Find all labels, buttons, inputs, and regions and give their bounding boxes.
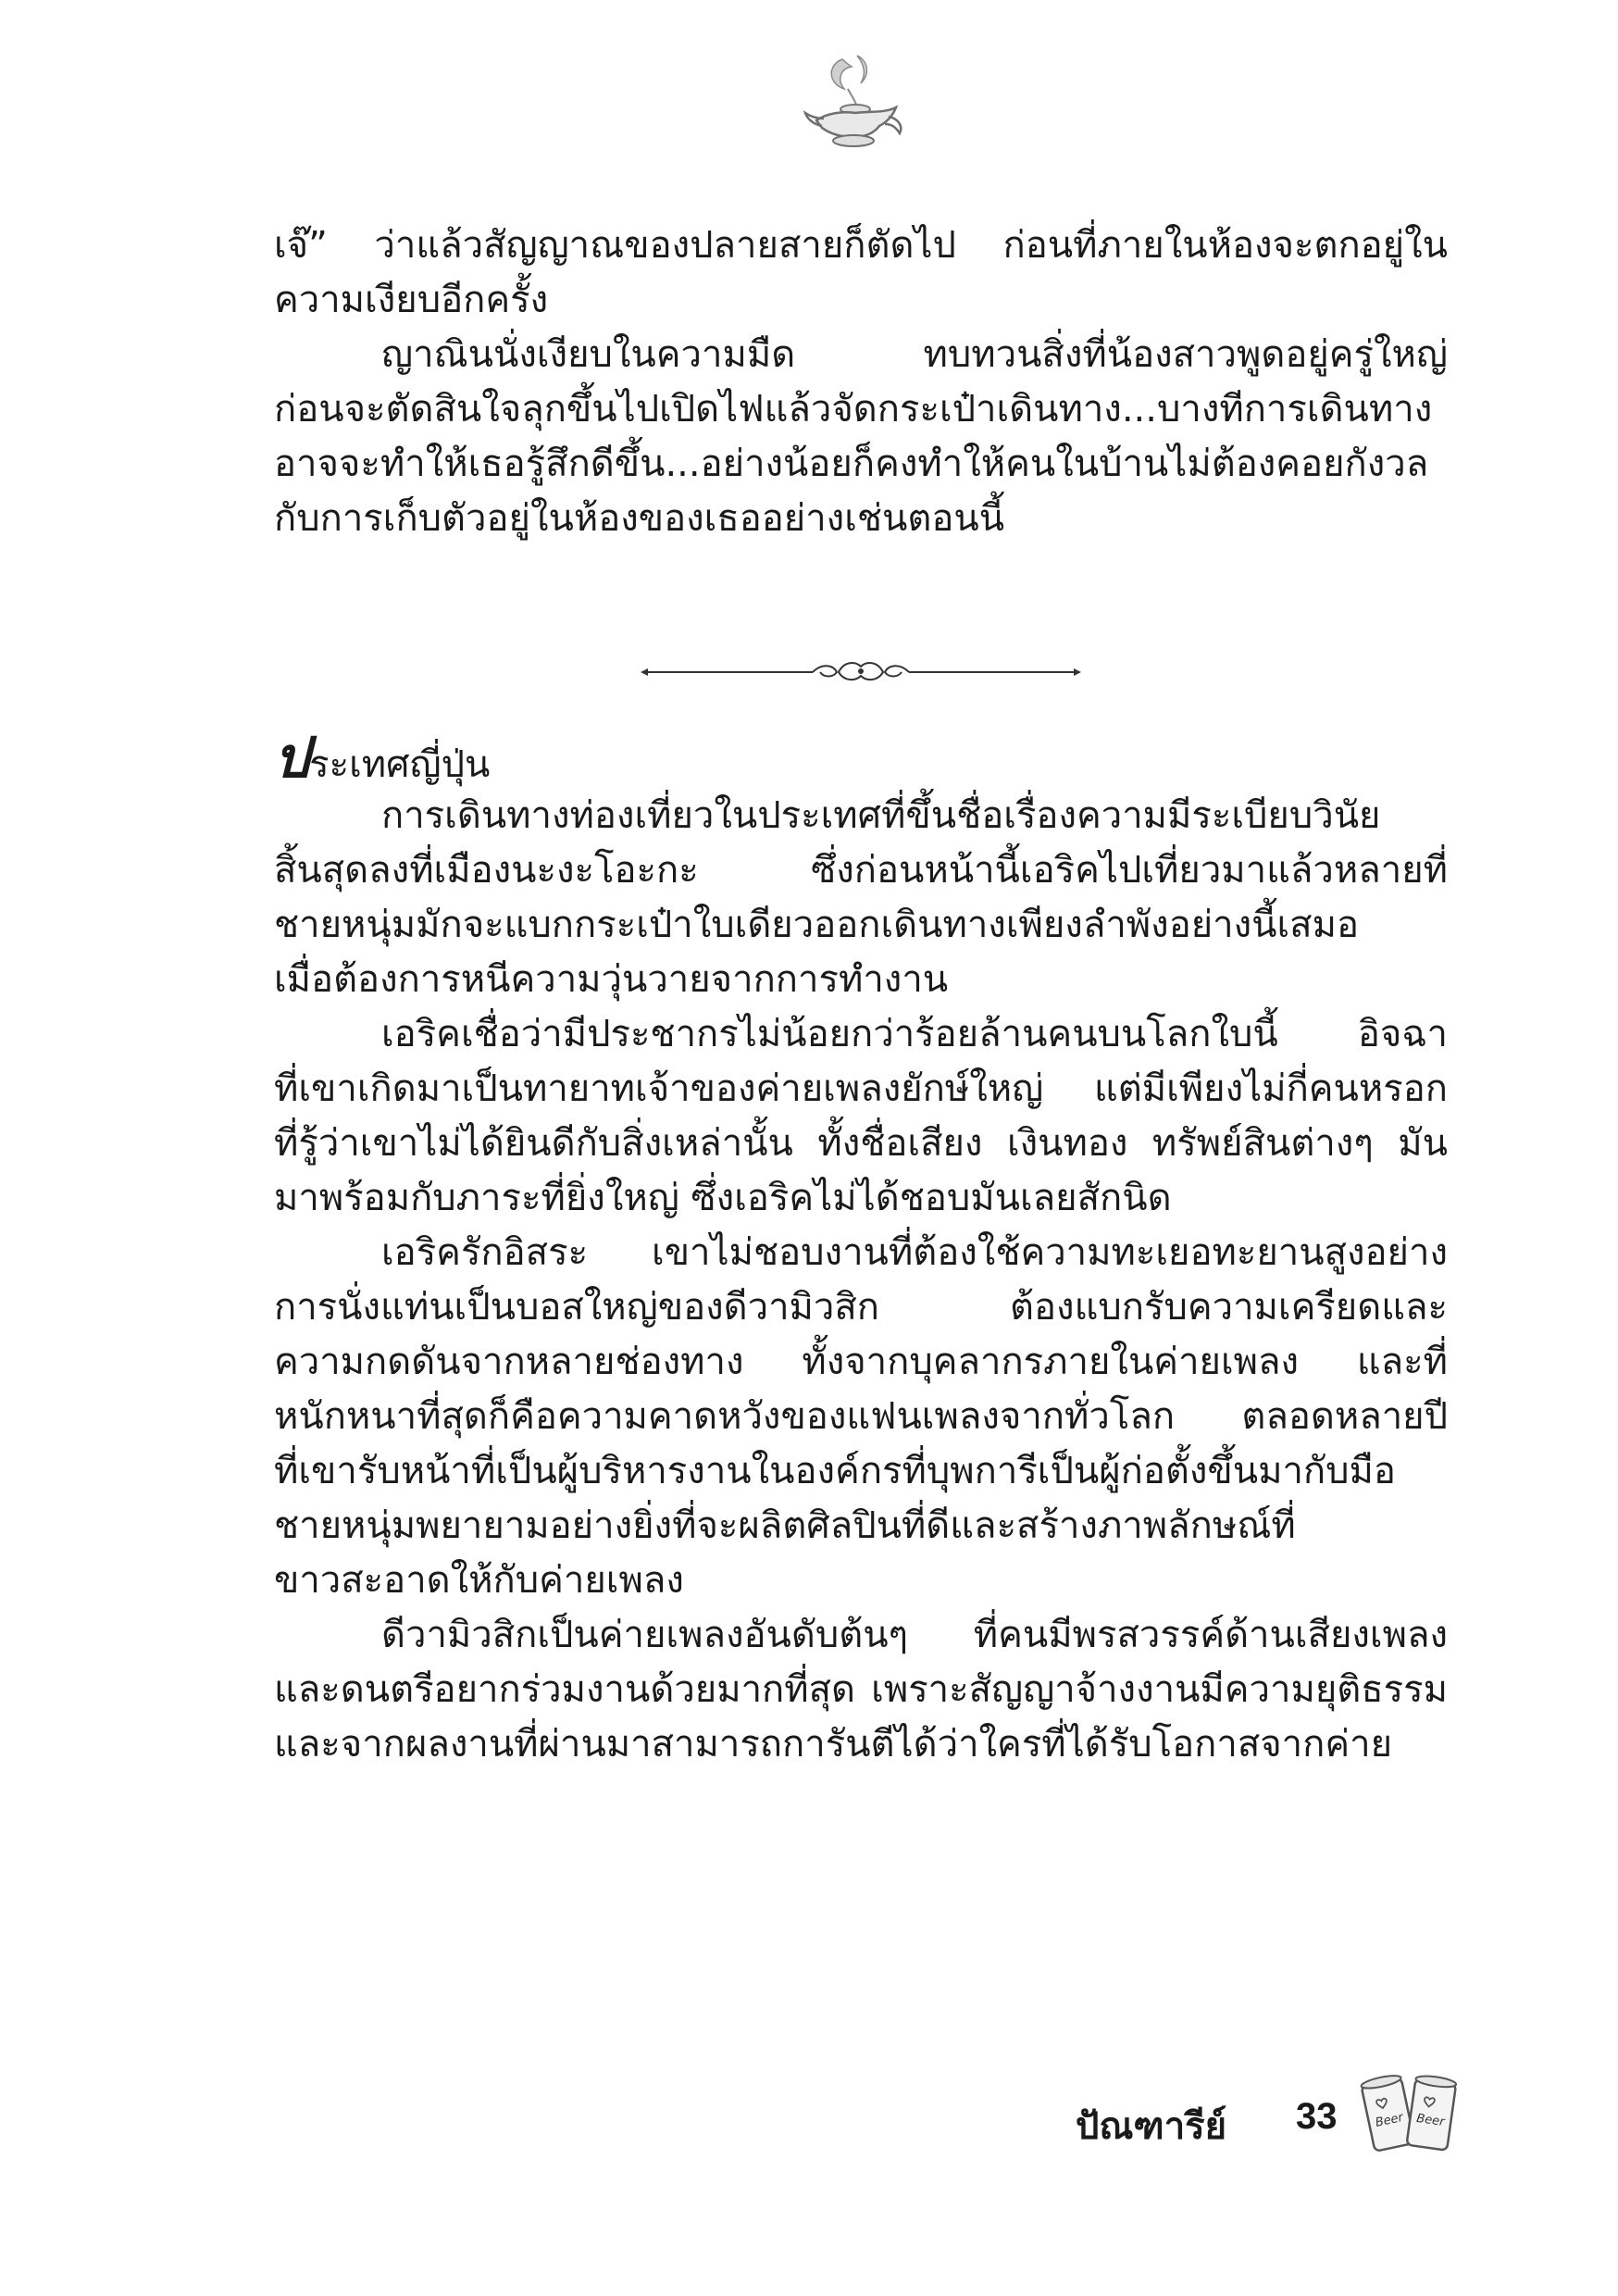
text-line: กับการเก็บตัวอยู่ในห้องของเธออย่างเช่นตอนนี้ — [274, 497, 1005, 540]
text-line: สิ้นสุดลงที่เมืองนะงะโอะกะ ซึ่งก่อนหน้านี้เอริคไปเที่ยวมาแล้วหลายที่ — [274, 849, 1448, 892]
text-line: และจากผลงานที่ผ่านมาสามารถการันตีได้ว่าใครที่ได้รับโอกาสจากค่าย — [274, 1723, 1393, 1766]
text-line: ที่เขาเกิดมาเป็นทายาทเจ้าของค่ายเพลงยักษ์ใหญ่ แต่มีเพียงไม่กี่คนหรอก — [274, 1067, 1448, 1110]
text-line: ที่รู้ว่าเขาไม่ได้ยินดีกับสิ่งเหล่านั้น ทั้งชื่อเสียง เงินทอง ทรัพย์สินต่างๆ มัน — [274, 1122, 1448, 1165]
body-text-top — [274, 218, 1448, 546]
author-name: ปัณฑารีย์ — [1076, 2105, 1227, 2148]
heading-rest: ระเทศญี่ปุ่น — [309, 743, 491, 786]
text-line: ชายหนุ่มพยายามอย่างยิ่งที่จะผลิตศิลปินที่ดีและสร้างภาพลักษณ์ที่ — [274, 1504, 1296, 1547]
text-line: ชายหนุ่มมักจะแบกกระเป๋าใบเดียวออกเดินทางเพียงลำพังอย่างนี้เสมอ — [274, 904, 1359, 946]
text-line: การเดินทางท่องเที่ยวในประเทศที่ขึ้นชื่อเรื่องความมีระเบียบวินัย — [381, 794, 1381, 837]
text-line: ก่อนจะตัดสินใจลุกขึ้นไปเปิดไฟแล้วจัดกระเป๋าเดินทาง...บางทีการเดินทาง — [274, 388, 1433, 430]
text-line: ความกดดันจากหลายช่องทาง ทั้งจากบุคลากรภายในค่ายเพลง และที่ — [274, 1341, 1448, 1383]
genie-lamp-icon — [800, 52, 911, 154]
beer-cans-icon — [1357, 2068, 1464, 2157]
text-line: มาพร้อมกับภาระที่ยิ่งใหญ่ ซึ่งเอริคไม่ได้ชอบมันเลยสักนิด — [274, 1177, 1172, 1219]
text-line: เอริคเชื่อว่ามีประชากรไม่น้อยกว่าร้อยล้านคนบนโลกใบนี้ อิจฉา — [381, 1013, 1448, 1055]
section-heading — [274, 726, 1448, 791]
text-line: ขาวสะอาดให้กับค่ายเพลง — [274, 1559, 684, 1602]
text-line: ที่เขารับหน้าที่เป็นผู้บริหารงานในองค์กรที่บุพการีเป็นผู้ก่อตั้งขึ้นมากับมือ — [274, 1450, 1396, 1492]
ornamental-divider — [641, 654, 1081, 691]
text-line: ญาณินนั่งเงียบในความมืด ทบทวนสิ่งที่น้องสาวพูดอยู่ครู่ใหญ่ — [381, 333, 1448, 376]
text-line: อาจจะทำให้เธอรู้สึกดีขึ้น...อย่างน้อยก็คงทำให้คนในบ้านไม่ต้องคอยกังวล — [274, 443, 1429, 485]
svg-text:Beer: Beer — [1415, 2111, 1446, 2129]
body-text-main — [274, 726, 1448, 1772]
dropcap-initial: ป — [274, 726, 310, 791]
text-line: ความเงียบอีกครั้ง — [274, 279, 549, 321]
svg-text:Beer: Beer — [1374, 2110, 1405, 2130]
text-line: ดีวามิวสิกเป็นค่ายเพลงอันดับต้นๆ ที่คนมีพรสวรรค์ด้านเสียงเพลง — [381, 1614, 1448, 1656]
page-footer — [1076, 2068, 1464, 2157]
text-line: การนั่งแท่นเป็นบอสใหญ่ของดีวามิวสิก ต้องแบกรับความเครียดและ — [274, 1286, 1448, 1329]
text-line: เอริครักอิสระ เขาไม่ชอบงานที่ต้องใช้ความทะเยอทะยานสูงอย่าง — [381, 1231, 1448, 1274]
text-line: เจ๊” ว่าแล้วสัญญาณของปลายสายก็ตัดไป ก่อนที่ภายในห้องจะตกอยู่ใน — [274, 224, 1448, 267]
text-line: และดนตรีอยากร่วมงานด้วยมากที่สุด เพราะสัญญาจ้างงานมีความยุติธรรม — [274, 1668, 1448, 1711]
text-line: หนักหนาที่สุดก็คือความคาดหวังของแฟนเพลงจากทั่วโลก ตลอดหลายปี — [274, 1395, 1448, 1438]
text-line: เมื่อต้องการหนีความวุ่นวายจากการทำงาน — [274, 958, 949, 1001]
page-number: 33 — [1296, 2096, 1338, 2137]
